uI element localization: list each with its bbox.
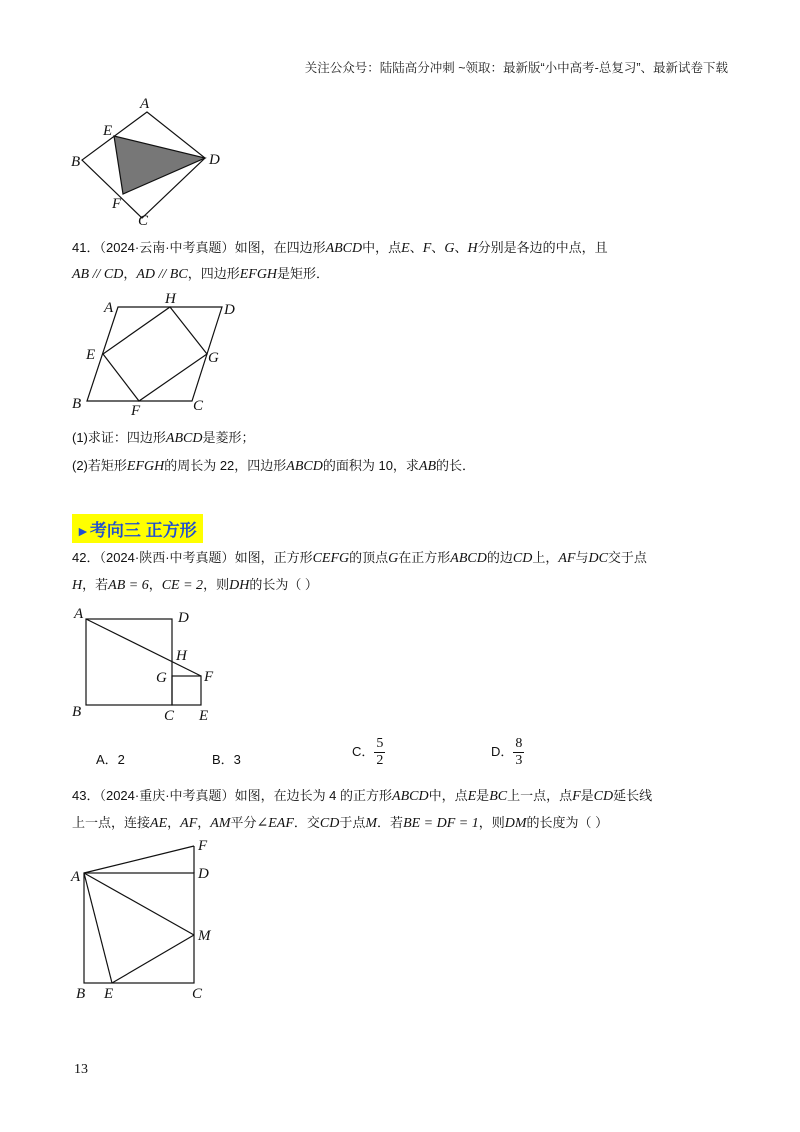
label-M: M: [198, 928, 211, 944]
q43-line2: 上一点，连接AE，AF，AM平分∠EAF．交CD于点M．若BE = DF = 1，则DM的长度为（ ）: [72, 815, 609, 831]
label-D: D: [178, 610, 189, 626]
page-number: 13: [74, 1062, 88, 1077]
label-C: C: [138, 213, 149, 229]
label-D: D: [198, 866, 209, 882]
label-E: E: [103, 123, 113, 139]
figure-q41: [62, 288, 252, 418]
label-B: B: [72, 704, 82, 720]
label-E: E: [86, 347, 96, 363]
label-C: C: [193, 398, 204, 414]
label-A: A: [140, 96, 150, 112]
q42-line2: H，若AB = 6，CE = 2，则DH的长为（ ）: [72, 577, 318, 593]
label-G: G: [208, 350, 219, 366]
choice-b[interactable]: B．3: [212, 752, 241, 767]
choice-a[interactable]: A．2: [96, 752, 125, 767]
q41-part2: (2)若矩形EFGH的周长为 22，四边形ABCD的面积为 10，求AB的长．: [72, 458, 476, 474]
rectangle-efgh: [103, 307, 207, 401]
q42-line1: 42．（2024·陕西·中考真题）如图，正方形CEFG的顶点G在正方形ABCD的边CD上，AF与DC交于点: [72, 550, 647, 566]
label-B: B: [71, 154, 81, 170]
q41-line1: 41．（2024·云南·中考真题）如图，在四边形ABCD中，点E、F、G、H分别是各边的中点，且: [72, 240, 608, 256]
label-D: D: [209, 152, 220, 168]
q41-line2: AB // CD，AD // BC，四边形EFGH是矩形．: [72, 266, 330, 282]
square-abcd: [86, 619, 172, 705]
label-A: A: [74, 606, 84, 622]
choice-c[interactable]: C． $\frac{5}{2}$: [352, 736, 384, 768]
label-B: B: [72, 396, 82, 412]
label-F: F: [112, 196, 122, 212]
figure-rhombus-shaded: [60, 90, 240, 230]
label-F: F: [198, 838, 208, 854]
shaded-triangle: [114, 136, 205, 194]
segment-af: [84, 846, 194, 873]
label-H: H: [176, 648, 187, 664]
figure-q43: [62, 836, 232, 1006]
label-E: E: [199, 708, 209, 724]
segment-ae: [84, 873, 112, 983]
label-H: H: [165, 291, 176, 307]
q43-line1: 43．（2024·重庆·中考真题）如图，在边长为 4 的正方形ABCD中，点E是BC上一点，点F是CD延长线: [72, 788, 653, 804]
label-B: B: [76, 986, 86, 1002]
choice-d[interactable]: D． $\frac{8}{3}$: [491, 736, 523, 768]
label-A: A: [71, 869, 81, 885]
segment-em: [112, 935, 194, 983]
q41-part1: (1)求证：四边形ABCD是菱形；: [72, 430, 255, 446]
section-heading: ►考向三 正方形: [72, 514, 203, 543]
triangle-marker-icon: ►: [76, 523, 90, 539]
page-header: 关注公众号：陆陆高分冲刺 ~领取：最新版“小中高考-总复习”、最新试卷下载: [304, 61, 728, 75]
parallelogram-abcd: [87, 307, 222, 401]
label-C: C: [164, 708, 175, 724]
fraction-five-halves: $\frac{5}{2}$: [376, 736, 384, 768]
label-A: A: [104, 300, 114, 316]
label-D: D: [224, 302, 235, 318]
fraction-eight-thirds: $\frac{8}{3}$: [515, 736, 523, 768]
label-C: C: [192, 986, 203, 1002]
label-E: E: [104, 986, 114, 1002]
label-F: F: [204, 669, 214, 685]
figure-q42: [64, 600, 234, 730]
square-cefg: [172, 676, 201, 705]
label-F: F: [131, 403, 141, 418]
label-G: G: [156, 670, 167, 686]
segment-am: [84, 873, 194, 935]
